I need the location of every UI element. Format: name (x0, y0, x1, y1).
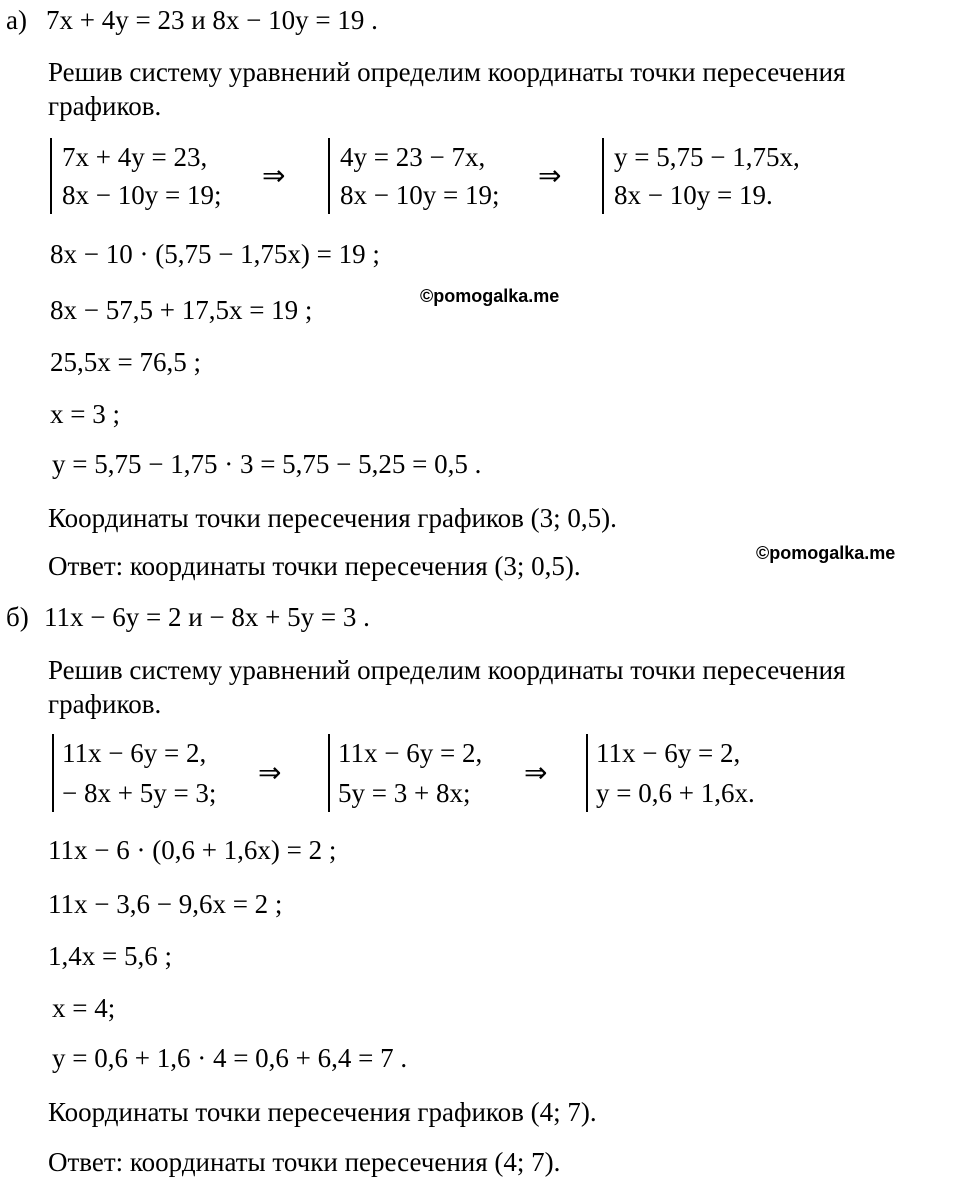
implies-arrow: ⇒ (262, 159, 286, 192)
part-b-step-5: y = 0,6 + 1,6 · 4 = 0,6 + 6,4 = 7 . (52, 1043, 408, 1073)
part-a-coordinates: Координаты точки пересечения графиков (3; 0,5). (48, 503, 617, 533)
system-row: 8x − 10y = 19; (62, 180, 222, 210)
system-row: 11x − 6y = 2, (62, 738, 207, 768)
watermark: ©pomogalka.me (420, 286, 560, 306)
part-a-intro-line-1: Решив систему уравнений определим координаты точки пересечения (48, 57, 846, 87)
part-a-step-3: 25,5x = 76,5 ; (50, 347, 201, 377)
part-a-problem: 7x + 4y = 23 и 8x − 10y = 19 . (46, 5, 378, 35)
part-a-step-1: 8x − 10 · (5,75 − 1,75x) = 19 ; (50, 239, 380, 269)
system-row: − 8x + 5y = 3; (62, 778, 217, 808)
brace (602, 138, 604, 214)
part-a-system-2 (328, 138, 548, 214)
part-b-intro-line-2: графиков. (48, 689, 162, 719)
system-row: 11x − 6y = 2, (338, 738, 483, 768)
brace (586, 734, 588, 812)
system-row: y = 5,75 − 1,75x, (614, 142, 800, 172)
part-b-step-2: 11x − 3,6 − 9,6x = 2 ; (48, 889, 283, 919)
system-row: 4y = 23 − 7x, (340, 142, 486, 172)
part-b-system-2 (328, 734, 528, 812)
brace (328, 734, 330, 812)
system-row: 5y = 3 + 8x; (338, 778, 471, 808)
system-row: 7x + 4y = 23, (62, 142, 208, 172)
brace (50, 138, 52, 214)
part-b-intro-line-1: Решив систему уравнений определим координаты точки пересечения (48, 655, 846, 685)
part-b-step-4: x = 4; (52, 993, 116, 1023)
part-b-system-1 (52, 734, 262, 812)
part-b-answer: Ответ: координаты точки пересечения (4; 7). (48, 1147, 561, 1177)
part-b-label: б) (6, 602, 29, 632)
brace (52, 734, 54, 812)
part-b-system-3 (586, 734, 796, 812)
part-a-step-4: x = 3 ; (50, 399, 120, 429)
part-b-step-1: 11x − 6 · (0,6 + 1,6x) = 2 ; (48, 835, 337, 865)
part-a-step-5: y = 5,75 − 1,75 · 3 = 5,75 − 5,25 = 0,5 . (52, 449, 482, 479)
part-a-step-2: 8x − 57,5 + 17,5x = 19 ; (50, 295, 313, 325)
part-a-system-3 (602, 138, 842, 214)
watermark: ©pomogalka.me (756, 543, 896, 563)
part-a-answer: Ответ: координаты точки пересечения (3; 0,5). (48, 551, 581, 581)
part-a-intro-line-2: графиков. (48, 91, 162, 121)
implies-arrow: ⇒ (258, 756, 282, 789)
system-row: 11x − 6y = 2, (596, 738, 741, 768)
brace (328, 138, 330, 214)
system-row: 8x − 10y = 19; (340, 180, 500, 210)
part-a-label: а) (6, 5, 27, 35)
implies-arrow: ⇒ (538, 159, 562, 192)
part-b-step-3: 1,4x = 5,6 ; (48, 941, 172, 971)
system-row: 8x − 10y = 19. (614, 180, 773, 210)
system-row: y = 0,6 + 1,6x. (596, 778, 755, 808)
part-b-problem: 11x − 6y = 2 и − 8x + 5y = 3 . (44, 602, 370, 632)
implies-arrow: ⇒ (524, 756, 548, 789)
part-b-coordinates: Координаты точки пересечения графиков (4; 7). (48, 1097, 597, 1127)
part-a-system-1 (50, 138, 270, 214)
